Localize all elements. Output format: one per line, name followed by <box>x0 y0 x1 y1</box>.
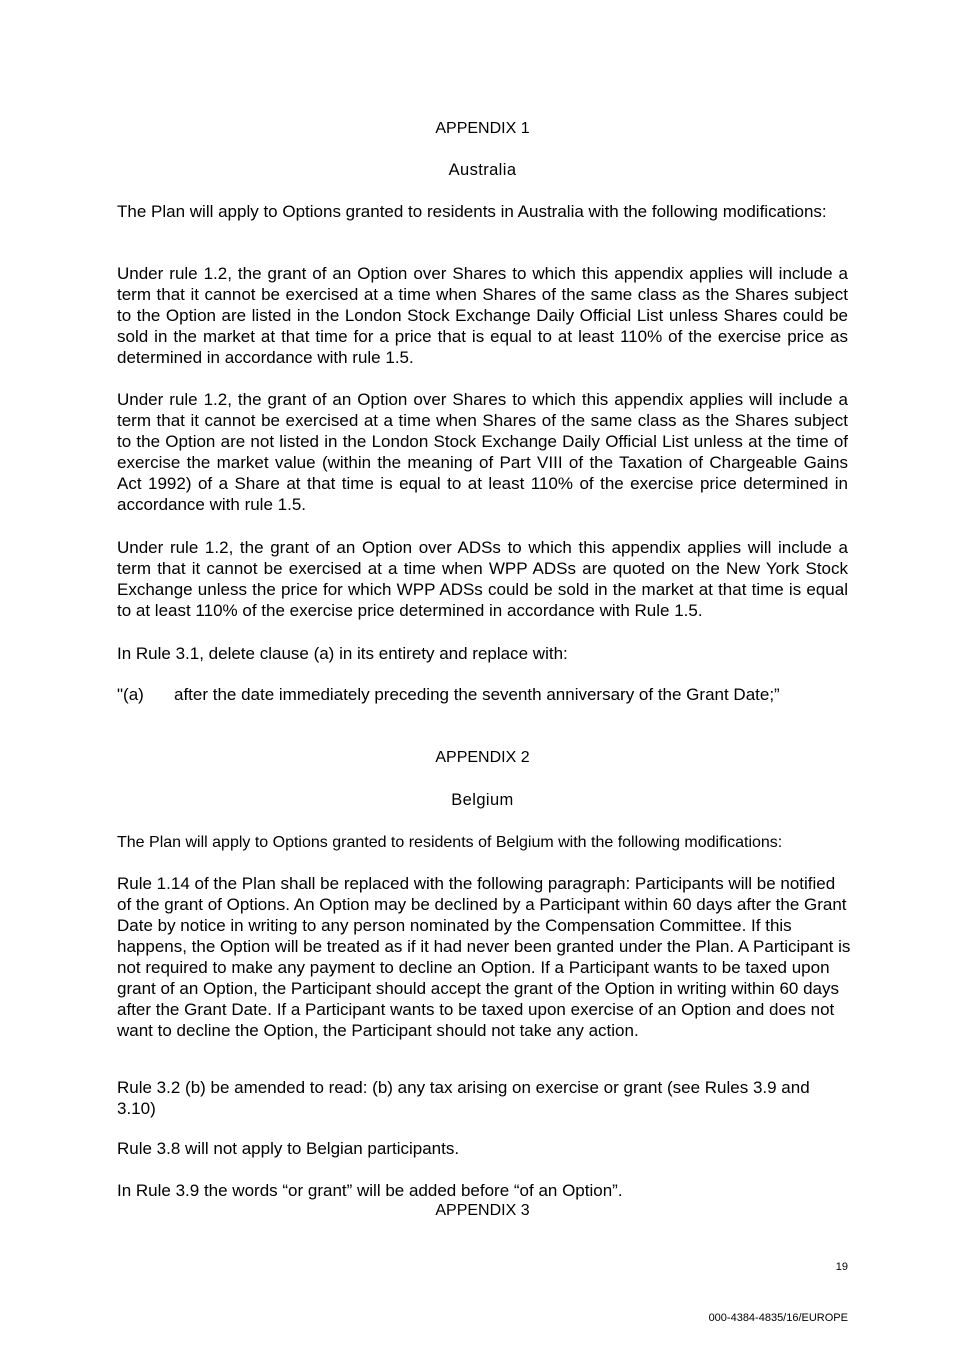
appendix-2-paragraph-rule-1-14: Rule 1.14 of the Plan shall be replaced with the following paragraph: Participants will be notified of the grant of Options. An Option may be declined by a Participant within 60 days after the Grant Date by notice in writing to any person nominated by the Compensation Committee. If this happens, the Option will be treated as if it had never been granted under the Plan. A Participant is not required to make any payment to decline an Option. If a Participant wants to be taxed upon grant of an Option, the Participant should accept the grant of the Option in writing within 60 days after the Grant Date. If a Participant wants to be taxed upon exercise of an Option and does not want to decline the Option, the Participant should not take any action. <box>117 874 851 1040</box>
clause-a-text: after the date immediately preceding the seventh anniversary of the Grant Date;” <box>174 685 780 704</box>
appendix-1-intro-paragraph: The Plan will apply to Options granted to residents in Australia with the following modifications: <box>117 202 827 221</box>
appendix-2-heading: APPENDIX 2 <box>435 749 530 766</box>
appendix-2-paragraph-rule-3-8: Rule 3.8 will not apply to Belgian participants. <box>117 1139 460 1158</box>
page-number: 19 <box>835 1261 848 1273</box>
appendix-1-paragraph-adss: Under rule 1.2, the grant of an Option over ADSs to which this appendix applies will include a term that it cannot be exercised at a time when WPP ADSs are quoted on the New York Stock Exchange unless the price for which WPP ADSs could be sold in the market at that time is equal to at least 110% of the exercise price determined in accordance with Rule 1.5. <box>117 538 848 620</box>
appendix-1-paragraph-unlisted-shares: Under rule 1.2, the grant of an Option over Shares to which this appendix applies will include a term that it cannot be exercised at a time when Shares of the same class as the Shares subject to the Option are not listed in the London Stock Exchange Daily Official List unless at the time of exercise the market value (within the meaning of Part VIII of the Taxation of Chargeable Gains Act 1992) of a Share at that time is equal to at least 110% of the exercise price determined in accordance with rule 1.5. <box>117 390 848 514</box>
appendix-2-intro-paragraph: The Plan will apply to Options granted to residents of Belgium with the following modifications: <box>117 834 783 851</box>
appendix-2-country: Belgium <box>451 791 514 809</box>
appendix-2-paragraph-rule-3-9: In Rule 3.9 the words “or grant” will be added before “of an Option”. <box>117 1181 623 1200</box>
appendix-1-heading: APPENDIX 1 <box>435 120 530 137</box>
document-id: 000-4384-4835/16/EUROPE <box>708 1312 848 1324</box>
appendix-1-paragraph-listed-shares: Under rule 1.2, the grant of an Option over Shares to which this appendix applies will include a term that it cannot be exercised at a time when Shares of the same class as the Shares subject to the Option are listed in the London Stock Exchange Daily Official List unless Shares could be sold in the market at that time for a price that is equal to at least 110% of the exercise price as determined in accordance with rule 1.5. <box>117 264 848 367</box>
appendix-1-paragraph-rule-3-1: In Rule 3.1, delete clause (a) in its entirety and replace with: <box>117 644 568 663</box>
appendix-2-paragraph-rule-3-2: Rule 3.2 (b) be amended to read: (b) any tax arising on exercise or grant (see Rules 3.9 and 3.10) <box>117 1078 810 1118</box>
clause-a-label: "(a) <box>117 685 144 704</box>
appendix-3-heading: APPENDIX 3 <box>435 1202 530 1219</box>
appendix-1-country: Australia <box>448 161 517 179</box>
